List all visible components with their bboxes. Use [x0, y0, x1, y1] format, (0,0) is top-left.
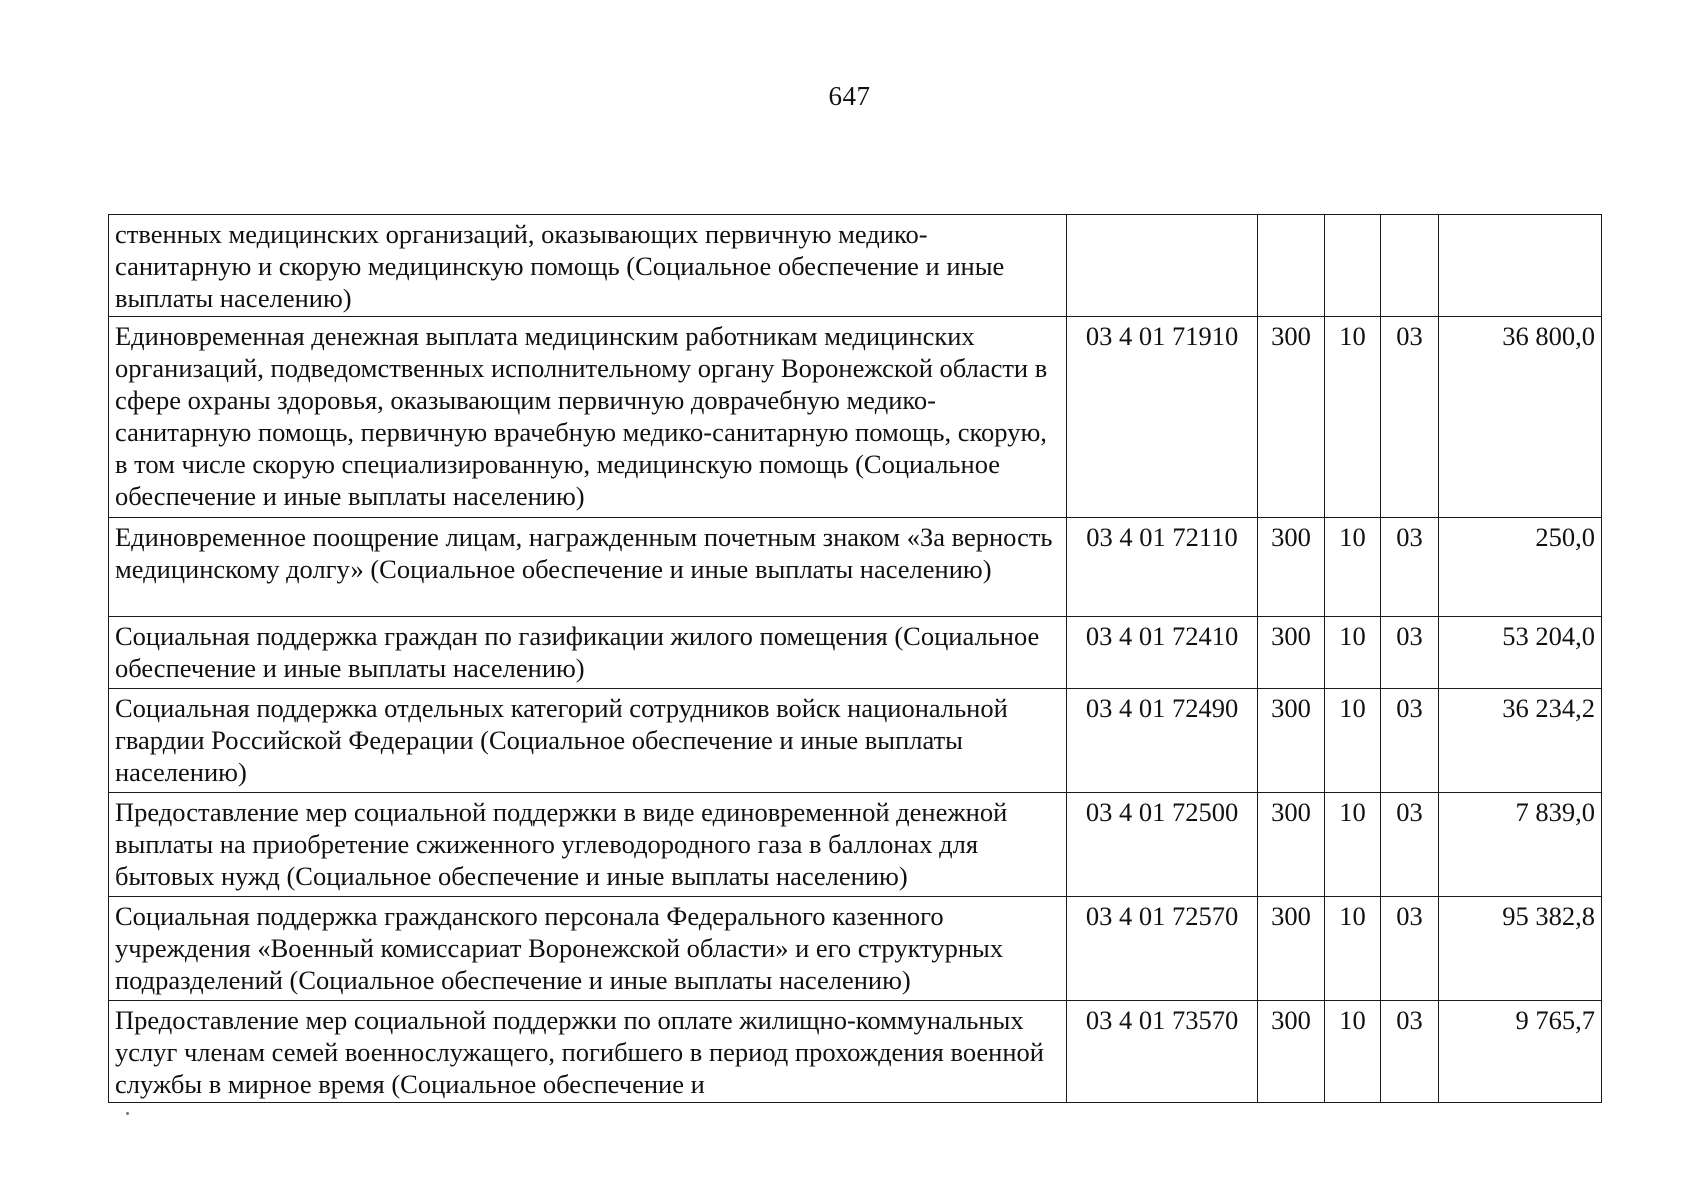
row-description: Социальная поддержка гражданского персонала Федерального казенного учреждения «Военный комиссариат Воронежской области» и его структурных подразделений (Социальное обеспечение и иные выплаты населению) — [109, 897, 1067, 1001]
subsection-code: 03 — [1381, 317, 1439, 518]
expense-type-code: 300 — [1258, 617, 1325, 689]
page-number: 647 — [828, 81, 871, 111]
expense-type-code: 300 — [1258, 518, 1325, 617]
amount: 36 800,0 — [1439, 317, 1602, 518]
amount: 7 839,0 — [1439, 793, 1602, 897]
subsection-code: 03 — [1381, 1001, 1439, 1103]
section-code: 10 — [1325, 897, 1381, 1001]
table-row — [109, 518, 1602, 617]
amount: 53 204,0 — [1439, 617, 1602, 689]
section-code: 10 — [1325, 317, 1381, 518]
expense-type-code: 300 — [1258, 897, 1325, 1001]
subsection-code: 03 — [1381, 689, 1439, 793]
target-article-code: 03 4 01 72110 — [1067, 518, 1258, 617]
expense-type-code: 300 — [1258, 689, 1325, 793]
row-description: Единовременная денежная выплата медицинским работникам медицинских организаций, подведомственных исполнительному органу Воронежской области в сфере охраны здоровья, оказывающим первичную доврачебную медико-санитарную помощь, первичную врачебную медико-санитарную помощь, скорую, в том числе скорую специализированную, медицинскую помощь (Социальное обеспечение и иные выплаты населению) — [109, 317, 1067, 518]
section-code — [1325, 215, 1381, 317]
amount — [1439, 215, 1602, 317]
target-article-code: 03 4 01 73570 — [1067, 1001, 1258, 1103]
target-article-code: 03 4 01 72410 — [1067, 617, 1258, 689]
row-description: Единовременное поощрение лицам, награжденным почетным знаком «За верность медицинскому долгу» (Социальное обеспечение и иные выплаты населению) — [109, 518, 1067, 617]
row-description: Предоставление мер социальной поддержки по оплате жилищно-коммунальных услуг членам семей военнослужащего, погибшего в период прохождения военной службы в мирное время (Социальное обеспечение и — [109, 1001, 1067, 1103]
section-code: 10 — [1325, 518, 1381, 617]
expense-type-code — [1258, 215, 1325, 317]
target-article-code: 03 4 01 72490 — [1067, 689, 1258, 793]
target-article-code: 03 4 01 71910 — [1067, 317, 1258, 518]
expense-type-code: 300 — [1258, 1001, 1325, 1103]
section-code: 10 — [1325, 617, 1381, 689]
expense-type-code: 300 — [1258, 793, 1325, 897]
table-row — [109, 215, 1602, 317]
table-row — [109, 617, 1602, 689]
section-code: 10 — [1325, 793, 1381, 897]
subsection-code: 03 — [1381, 617, 1439, 689]
row-description: ственных медицинских организаций, оказывающих первичную медико-санитарную и скорую медицинскую помощь (Социальное обеспечение и иные выплаты населению) — [109, 215, 1067, 317]
target-article-code: 03 4 01 72570 — [1067, 897, 1258, 1001]
budget-table — [108, 214, 1602, 1103]
table-row — [109, 897, 1602, 1001]
table-row — [109, 1001, 1602, 1103]
row-description: Социальная поддержка отдельных категорий сотрудников войск национальной гвардии Российской Федерации (Социальное обеспечение и иные выплаты населению) — [109, 689, 1067, 793]
subsection-code: 03 — [1381, 793, 1439, 897]
subsection-code: 03 — [1381, 518, 1439, 617]
amount: 36 234,2 — [1439, 689, 1602, 793]
expense-type-code: 300 — [1258, 317, 1325, 518]
scan-speck — [126, 1112, 129, 1115]
table-row — [109, 793, 1602, 897]
amount: 9 765,7 — [1439, 1001, 1602, 1103]
row-description: Социальная поддержка граждан по газификации жилого помещения (Социальное обеспечение и иные выплаты населению) — [109, 617, 1067, 689]
row-description: Предоставление мер социальной поддержки в виде единовременной денежной выплаты на приобретение сжиженного углеводородного газа в баллонах для бытовых нужд (Социальное обеспечение и иные выплаты населению) — [109, 793, 1067, 897]
table-row — [109, 317, 1602, 518]
amount: 250,0 — [1439, 518, 1602, 617]
amount: 95 382,8 — [1439, 897, 1602, 1001]
table-row — [109, 689, 1602, 793]
section-code: 10 — [1325, 689, 1381, 793]
subsection-code: 03 — [1381, 897, 1439, 1001]
subsection-code — [1381, 215, 1439, 317]
section-code: 10 — [1325, 1001, 1381, 1103]
target-article-code: 03 4 01 72500 — [1067, 793, 1258, 897]
target-article-code — [1067, 215, 1258, 317]
